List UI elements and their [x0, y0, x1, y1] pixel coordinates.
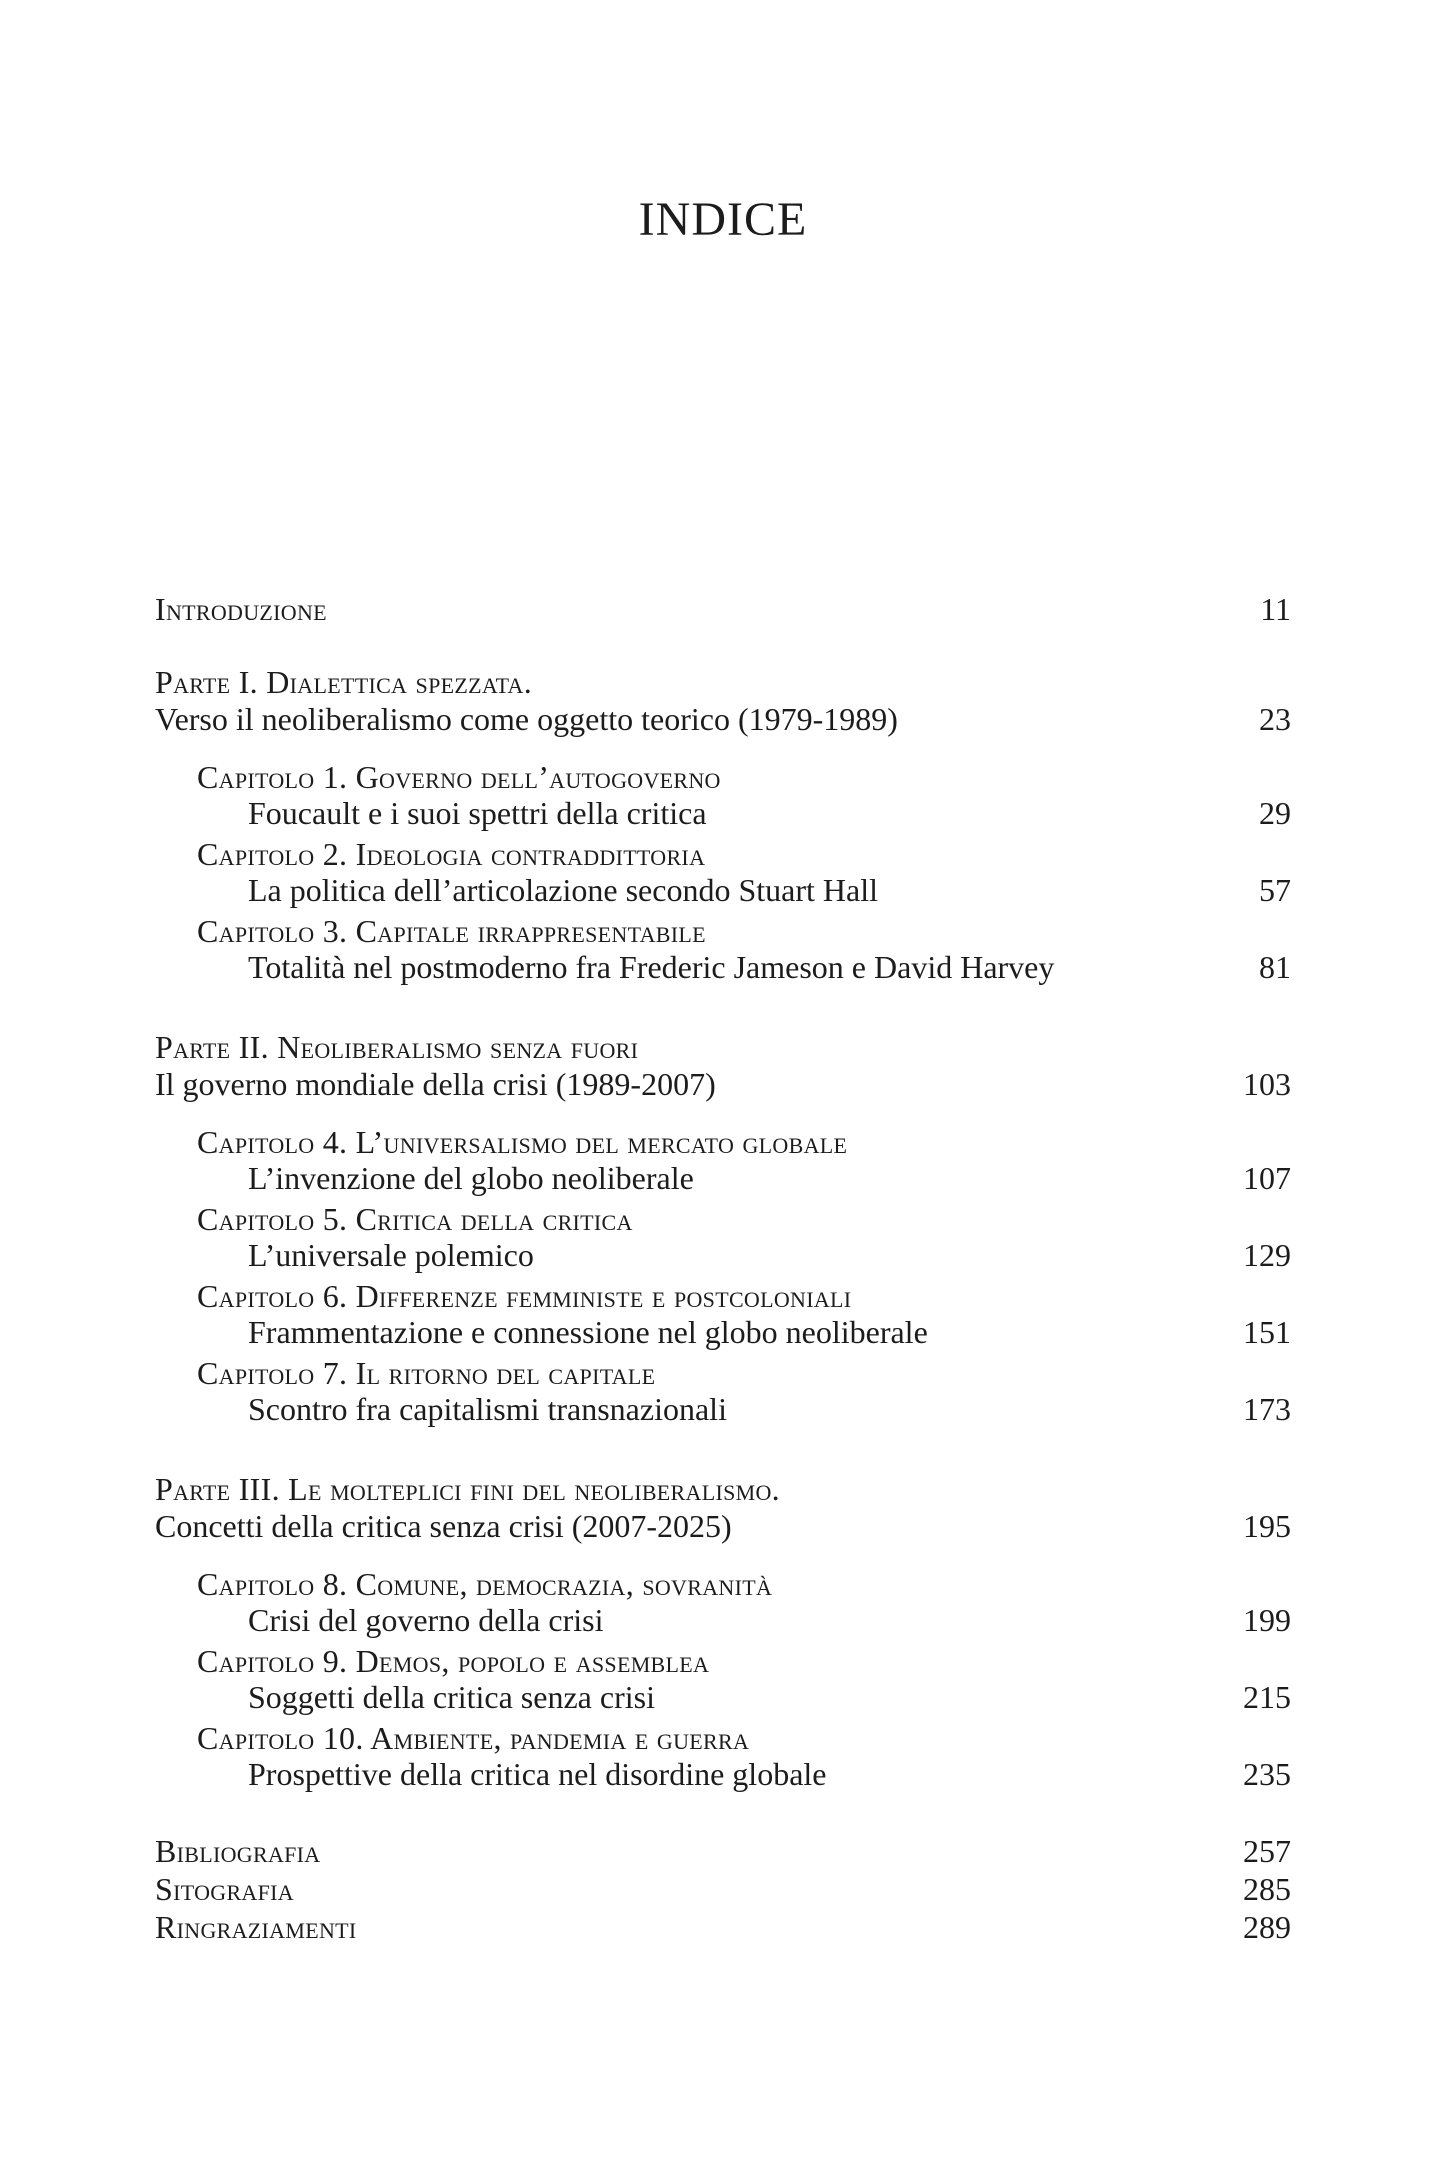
toc-chapter-subtitle[interactable] — [155, 948, 1291, 986]
chapter-subtitle: Scontro fra capitalismi transnazionali — [248, 1391, 727, 1427]
toc-page-number: 289 — [1243, 1909, 1291, 1945]
toc-page-number: 57 — [1259, 872, 1291, 908]
toc-page-number: 107 — [1243, 1160, 1291, 1196]
toc-page-number: 215 — [1243, 1679, 1291, 1715]
toc-entry-label: Ringraziamenti — [155, 1909, 357, 1945]
toc-page-number: 173 — [1243, 1391, 1291, 1427]
toc-chapter-subtitle[interactable] — [155, 1313, 1291, 1351]
toc-page-number: 11 — [1260, 591, 1291, 627]
page-title: INDICE — [638, 193, 808, 246]
chapter-subtitle: La politica dell’articolazione secondo Stuart Hall — [248, 872, 878, 908]
toc-page-number: 235 — [1243, 1756, 1291, 1792]
toc-chapter-heading[interactable] — [155, 1278, 1291, 1314]
toc-page-number: 257 — [1243, 1833, 1291, 1869]
toc-part-subtitle[interactable] — [155, 1065, 1291, 1103]
toc-chapter-heading[interactable] — [155, 1566, 1291, 1602]
part-heading: Parte III. Le molteplici fini del neoliberalismo. — [155, 1471, 780, 1507]
toc-chapter-subtitle[interactable] — [155, 1601, 1291, 1639]
toc-page-number: 129 — [1243, 1237, 1291, 1273]
part-subtitle: Verso il neoliberalismo come oggetto teorico (1979-1989) — [155, 701, 898, 737]
toc-chapter-subtitle[interactable] — [155, 871, 1291, 909]
chapter-subtitle: Foucault e i suoi spettri della critica — [248, 795, 707, 831]
toc-entry-sitografia[interactable] — [155, 1870, 1291, 1908]
toc-chapter-subtitle[interactable] — [155, 1236, 1291, 1274]
toc-chapter-subtitle[interactable] — [155, 794, 1291, 832]
toc-chapter-heading[interactable] — [155, 913, 1291, 949]
toc-chapter-heading[interactable] — [155, 1720, 1291, 1756]
chapter-heading: Capitolo 9. Demos, popolo e assemblea — [197, 1643, 710, 1679]
chapter-subtitle: Soggetti della critica senza crisi — [248, 1679, 655, 1715]
chapter-heading: Capitolo 7. Il ritorno del capitale — [197, 1355, 656, 1391]
toc-page-number: 199 — [1243, 1602, 1291, 1638]
toc-page-number: 23 — [1259, 701, 1291, 737]
toc-chapter-heading[interactable] — [155, 1355, 1291, 1391]
chapter-subtitle: L’invenzione del globo neoliberale — [248, 1160, 694, 1196]
toc-chapter-heading[interactable] — [155, 1201, 1291, 1237]
toc-part-heading[interactable] — [155, 1029, 1291, 1065]
toc-page-number: 151 — [1243, 1314, 1291, 1350]
chapter-subtitle: Frammentazione e connessione nel globo neoliberale — [248, 1314, 928, 1350]
toc-part-subtitle[interactable] — [155, 1507, 1291, 1545]
chapter-subtitle: L’universale polemico — [248, 1237, 534, 1273]
toc-chapter-subtitle[interactable] — [155, 1678, 1291, 1716]
part-heading: Parte I. Dialettica spezzata. — [155, 664, 533, 700]
chapter-heading: Capitolo 10. Ambiente, pandemia e guerra — [197, 1720, 750, 1756]
toc-chapter-subtitle[interactable] — [155, 1755, 1291, 1793]
toc-page-number: 285 — [1243, 1871, 1291, 1907]
toc-entry-label: Bibliografia — [155, 1833, 321, 1869]
toc-entry-label: Sitografia — [155, 1871, 294, 1907]
toc-entry-introduzione[interactable] — [155, 590, 1291, 628]
chapter-subtitle: Prospettive della critica nel disordine globale — [248, 1756, 827, 1792]
toc-chapter-heading[interactable] — [155, 1643, 1291, 1679]
chapter-subtitle: Crisi del governo della crisi — [248, 1602, 604, 1638]
toc-chapter-subtitle[interactable] — [155, 1390, 1291, 1428]
chapter-heading: Capitolo 5. Critica della critica — [197, 1201, 633, 1237]
chapter-heading: Capitolo 8. Comune, democrazia, sovranità — [197, 1566, 773, 1602]
toc-chapter-heading[interactable] — [155, 759, 1291, 795]
toc-entry-bibliografia[interactable] — [155, 1832, 1291, 1870]
part-subtitle: Il governo mondiale della crisi (1989-2007) — [155, 1066, 716, 1102]
toc-part-heading[interactable] — [155, 664, 1291, 700]
part-heading: Parte II. Neoliberalismo senza fuori — [155, 1029, 639, 1065]
chapter-heading: Capitolo 1. Governo dell’autogoverno — [197, 759, 721, 795]
chapter-heading: Capitolo 2. Ideologia contraddittoria — [197, 836, 706, 872]
toc-chapter-heading[interactable] — [155, 1124, 1291, 1160]
chapter-heading: Capitolo 6. Differenze femministe e postcoloniali — [197, 1278, 852, 1314]
toc-chapter-subtitle[interactable] — [155, 1159, 1291, 1197]
chapter-heading: Capitolo 3. Capitale irrappresentabile — [197, 913, 706, 949]
toc-page-number: 195 — [1243, 1508, 1291, 1544]
toc-page-number: 81 — [1259, 949, 1291, 985]
toc-entry-label: Introduzione — [155, 591, 327, 627]
toc-page-number: 103 — [1243, 1066, 1291, 1102]
chapter-heading: Capitolo 4. L’universalismo del mercato globale — [197, 1124, 848, 1160]
toc-page-number: 29 — [1259, 795, 1291, 831]
toc-part-heading[interactable] — [155, 1471, 1291, 1507]
toc-entry-ringraziamenti[interactable] — [155, 1908, 1291, 1946]
toc-part-subtitle[interactable] — [155, 700, 1291, 738]
toc-chapter-heading[interactable] — [155, 836, 1291, 872]
chapter-subtitle: Totalità nel postmoderno fra Frederic Jameson e David Harvey — [248, 949, 1055, 985]
part-subtitle: Concetti della critica senza crisi (2007-2025) — [155, 1508, 732, 1544]
